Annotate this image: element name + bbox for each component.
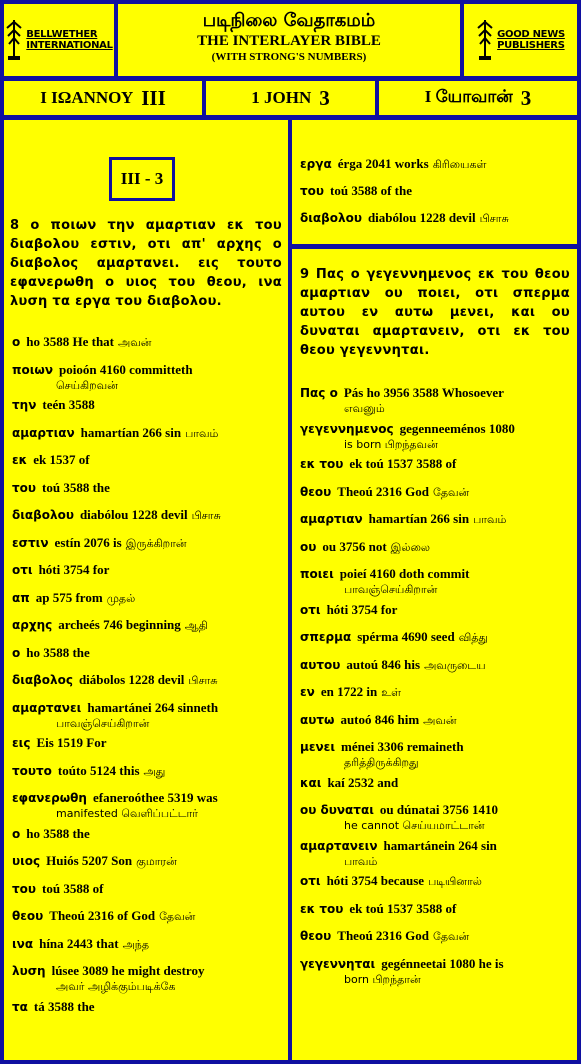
english-gloss: efaneroóthee 5319 was (92, 790, 218, 805)
gloss-continuation: தரித்திருக்கிறது (344, 756, 419, 769)
word-entry (300, 484, 469, 501)
word-entry (12, 735, 107, 751)
english-gloss: gegénneetai 1080 he is (381, 955, 504, 971)
tamil-gloss: பிசாசு (188, 674, 218, 687)
word-entry (12, 397, 95, 413)
ref-english (206, 81, 375, 115)
greek-word: αμαρτανει (12, 700, 82, 715)
english-gloss: ek toú 1537 3588 of (349, 900, 457, 916)
tamil-gloss: அது (143, 764, 166, 778)
english-gloss: archeés 746 beginning (58, 617, 181, 632)
greek-word: εκ του (300, 457, 344, 471)
word-entry (12, 507, 221, 524)
tamil-gloss: ஆதி (184, 619, 208, 632)
english-gloss: spérma 4690 seed (357, 629, 455, 644)
gloss-continuation: born பிறந்தான் (344, 972, 421, 986)
greek-word: ινα (12, 936, 34, 951)
word-entry (12, 908, 195, 925)
gloss-continuation: he cannot செய்யமாட்டான் (344, 819, 485, 832)
title-english: THE INTERLAYER BIBLE (197, 33, 381, 49)
ref-english-name: 1 JOHN (251, 88, 312, 107)
word-entry (12, 452, 90, 468)
english-gloss: Huiós 5207 Son (46, 853, 133, 868)
english-gloss: érga 2041 works (337, 156, 429, 171)
english-gloss: hóti 3754 because (326, 873, 425, 888)
right-bottom-column (292, 249, 577, 1060)
greek-word: του (12, 881, 37, 896)
ref-tamil-chapter: 3 (520, 85, 532, 110)
word-entry (12, 590, 135, 607)
english-gloss: hína 2443 that (39, 935, 119, 951)
word-entry (12, 672, 217, 689)
word-entry (300, 183, 412, 199)
english-gloss: hóti 3754 for (326, 601, 398, 617)
logo-line1: GOOD NEWS (497, 29, 565, 40)
ref-tamil (379, 81, 577, 115)
greek-word: σπερμα (300, 630, 352, 644)
greek-word: οτι (12, 563, 33, 577)
greek-word: την (12, 398, 37, 412)
left-column (4, 120, 288, 1060)
greek-word: αυτω (300, 712, 335, 727)
ref-tamil-name: I யோவான் (424, 87, 513, 106)
word-entry (300, 901, 456, 917)
greek-word: μενει (300, 740, 336, 754)
greek-word: αυτου (300, 657, 341, 672)
gloss-continuation: செய்கிறவன் (56, 378, 118, 392)
greek-word: αμαρτανειν (300, 838, 378, 853)
english-gloss: toú 3588 of the (330, 183, 412, 198)
english-gloss: ho 3588 He that (26, 334, 114, 349)
greek-word: οτι (300, 602, 321, 617)
ref-greek-name: I ΙΩΑΝΝΟΥ (40, 88, 134, 107)
word-entry (300, 566, 469, 582)
word-entry (300, 956, 504, 972)
word-entry (12, 763, 165, 780)
word-entry (300, 657, 486, 674)
english-gloss: hamartánein 264 sin (383, 837, 497, 853)
greek-word: οτι (300, 874, 321, 888)
word-entry (300, 873, 482, 890)
gloss-continuation: manifested வெளிப்பட்டார் (56, 807, 199, 820)
greek-word: εκ του (300, 901, 344, 916)
english-gloss: ménei 3306 remaineth (341, 739, 464, 754)
tamil-gloss: உள் (381, 686, 402, 699)
english-gloss: ou 3756 not (322, 538, 387, 554)
english-gloss: diabólou 1228 devil (367, 210, 476, 225)
tamil-gloss: அவன் (423, 713, 457, 727)
greek-word: εκ (12, 453, 28, 467)
greek-word: εν (300, 685, 315, 699)
word-entry (300, 684, 401, 701)
tamil-gloss: கிரியைகள் (432, 158, 487, 171)
gloss-continuation: is born பிறந்தவன் (344, 437, 438, 451)
logo-line2: INTERNATIONAL (26, 40, 113, 51)
verse9-text: 9 Πας ο γεγεννημενος εκ του θεου αμαρτιαν ου ποιει, οτι σπερμα αυτου εν αυτω μενει, και ου δυναται αμαρτανειν, οτι εκ του θεου γεγεννηται. (300, 267, 570, 358)
greek-word: λυση (12, 964, 46, 978)
tamil-gloss: பிசாசு (479, 212, 509, 225)
gloss-continuation: அவர் அழிக்கும்படிக்கே (56, 980, 176, 993)
english-gloss: ek toú 1537 3588 of (349, 456, 457, 471)
greek-word: θεου (300, 929, 332, 943)
good-news-logo (464, 4, 577, 76)
english-gloss: diabólou 1228 devil (79, 507, 188, 522)
greek-word: εις (12, 736, 31, 750)
word-entry (300, 629, 488, 646)
english-gloss: gegenneeménos 1080 (399, 420, 515, 436)
bellwether-logo (4, 4, 114, 76)
word-entry (300, 539, 430, 556)
tamil-gloss: தேவன் (433, 485, 470, 499)
greek-word: ποιει (300, 567, 334, 581)
word-entry (12, 562, 109, 578)
logo-line2: PUBLISHERS (497, 40, 565, 51)
greek-word: εστιν (12, 535, 49, 550)
word-entry (300, 928, 469, 945)
word-entry (12, 645, 90, 661)
greek-word: εφανερωθη (12, 791, 87, 805)
word-entry (300, 511, 506, 528)
greek-word: του (12, 480, 37, 495)
word-entry (300, 775, 398, 791)
ref-greek-chapter: III (141, 85, 166, 110)
word-entry (300, 456, 456, 472)
word-entry (12, 425, 218, 442)
greek-word: γεγεννηται (300, 956, 376, 971)
word-entry (300, 210, 509, 227)
english-gloss: ou dúnatai 3756 1410 (379, 802, 498, 817)
title-block (118, 4, 460, 76)
greek-word: εργα (300, 157, 332, 171)
english-gloss: poieí 4160 doth commit (339, 566, 470, 581)
word-entry (12, 362, 193, 378)
logo-line1: BELLWETHER (26, 29, 98, 40)
gloss-continuation: பாவஞ்செய்கிறான் (344, 583, 438, 596)
greek-word: υιος (12, 854, 41, 868)
tamil-gloss: பிசாசு (191, 509, 221, 522)
english-gloss: autoó 846 him (340, 711, 420, 727)
tamil-gloss: இருக்கிறான் (125, 536, 187, 550)
english-gloss: Theoú 2316 God (337, 483, 430, 499)
greek-word: ο (12, 335, 21, 349)
tamil-gloss: இல்லை (390, 540, 431, 554)
title-subtitle: (WITH STRONG'S NUMBERS) (211, 51, 367, 63)
english-gloss: ap 575 from (35, 589, 103, 605)
greek-word: θεου (300, 484, 332, 499)
greek-word: διαβολου (300, 211, 362, 225)
english-gloss: kaí 2532 and (327, 774, 399, 790)
english-gloss: Theoú 2316 of God (49, 908, 156, 923)
greek-word: διαβολου (12, 508, 74, 522)
word-entry (300, 838, 497, 854)
english-gloss: diábolos 1228 devil (78, 672, 185, 687)
tamil-gloss: வித்து (458, 631, 488, 644)
english-gloss: estín 2076 is (54, 534, 122, 550)
word-entry (12, 334, 151, 351)
word-entry (300, 156, 486, 173)
word-entry (12, 936, 149, 953)
word-entry (300, 802, 498, 818)
lamp-stand-icon (476, 18, 494, 62)
english-gloss: toúto 5124 this (57, 762, 140, 778)
word-entry (12, 999, 95, 1015)
greek-word: διαβολος (12, 673, 73, 687)
ref-greek (4, 81, 202, 115)
tamil-gloss: அவன் (118, 336, 152, 349)
tamil-gloss: அவருடைய (424, 658, 486, 672)
right-top-column (292, 120, 577, 244)
greek-word: τα (12, 999, 28, 1014)
greek-word: τουτο (12, 763, 52, 778)
english-gloss: teén 3588 (42, 397, 95, 412)
english-gloss: ek 1537 of (33, 452, 90, 467)
lamp-stand-icon (5, 18, 23, 62)
word-entry (12, 535, 187, 552)
english-gloss: Theoú 2316 God (337, 928, 430, 943)
tamil-gloss: தேவன் (433, 930, 470, 943)
english-gloss: ho 3588 the (26, 825, 90, 841)
verse8-text: 8 ο ποιων την αμαρτιαν εκ του διαβολου εστιν, οτι απ' αρχης ο διαβολος αμαρτανει. εις τουτο εφανερωθη ο υιος του θεου, ινα λυση τα εργα του διαβολου. (10, 218, 282, 309)
gloss-continuation: பாவம் (344, 854, 378, 868)
english-gloss: tá 3588 the (33, 998, 95, 1014)
greek-word: απ (12, 590, 30, 605)
word-entry (300, 385, 504, 401)
word-entry (12, 480, 110, 496)
english-gloss: autoú 846 his (346, 656, 421, 672)
section-label: III - 3 (109, 157, 175, 201)
word-entry (300, 421, 515, 437)
greek-word: και (300, 775, 322, 790)
greek-word: θεου (12, 909, 44, 923)
english-gloss: lúsee 3089 he might destroy (51, 963, 205, 978)
gloss-continuation: பாவஞ்செய்கிறான் (56, 716, 150, 730)
english-gloss: Eis 1519 For (36, 735, 107, 750)
english-gloss: toú 3588 of (42, 880, 104, 896)
ref-english-chapter: 3 (319, 85, 330, 110)
greek-word: αμαρτιαν (300, 512, 363, 526)
greek-word: ου δυναται (300, 803, 374, 817)
greek-word: ο (12, 826, 21, 841)
greek-word: γεγεννημενος (300, 421, 394, 436)
tamil-gloss: அந்த (122, 937, 150, 951)
greek-word: ο (12, 645, 21, 660)
word-entry (300, 739, 464, 755)
greek-word: ποιων (12, 362, 54, 377)
english-gloss: hamartían 266 sin (368, 511, 470, 526)
word-entry (12, 700, 218, 716)
english-gloss: toú 3588 the (42, 479, 110, 495)
word-entry (12, 853, 177, 870)
greek-word: ου (300, 539, 317, 554)
word-entry (300, 602, 397, 618)
greek-word: αρχης (12, 618, 53, 632)
tamil-gloss: பாவம் (185, 426, 219, 440)
greek-word: Πας ο (300, 386, 338, 400)
tamil-gloss: குமாரன் (136, 855, 177, 868)
word-entry (300, 712, 457, 729)
word-entry (12, 617, 208, 634)
tamil-gloss: முதல் (106, 591, 136, 605)
greek-word: του (300, 184, 325, 198)
word-entry (12, 963, 204, 979)
word-entry (12, 790, 218, 806)
word-entry (12, 826, 90, 842)
english-gloss: en 1722 in (320, 684, 378, 699)
english-gloss: hóti 3754 for (38, 562, 110, 577)
word-entry (12, 881, 103, 897)
tamil-gloss: தேவன் (159, 910, 196, 923)
english-gloss: ho 3588 the (26, 644, 90, 660)
tamil-gloss: படியினால் (428, 875, 482, 888)
english-gloss: Pás ho 3956 3588 Whosoever (343, 385, 504, 400)
english-gloss: hamartían 266 sin (80, 424, 182, 440)
english-gloss: hamartánei 264 sinneth (87, 699, 219, 715)
tamil-gloss: பாவம் (473, 513, 507, 526)
english-gloss: poioón 4160 committeth (59, 361, 193, 377)
greek-word: αμαρτιαν (12, 425, 75, 440)
title-tamil: படிநிலை வேதாகமம் (202, 10, 376, 31)
gloss-continuation: எவனும் (344, 402, 385, 415)
